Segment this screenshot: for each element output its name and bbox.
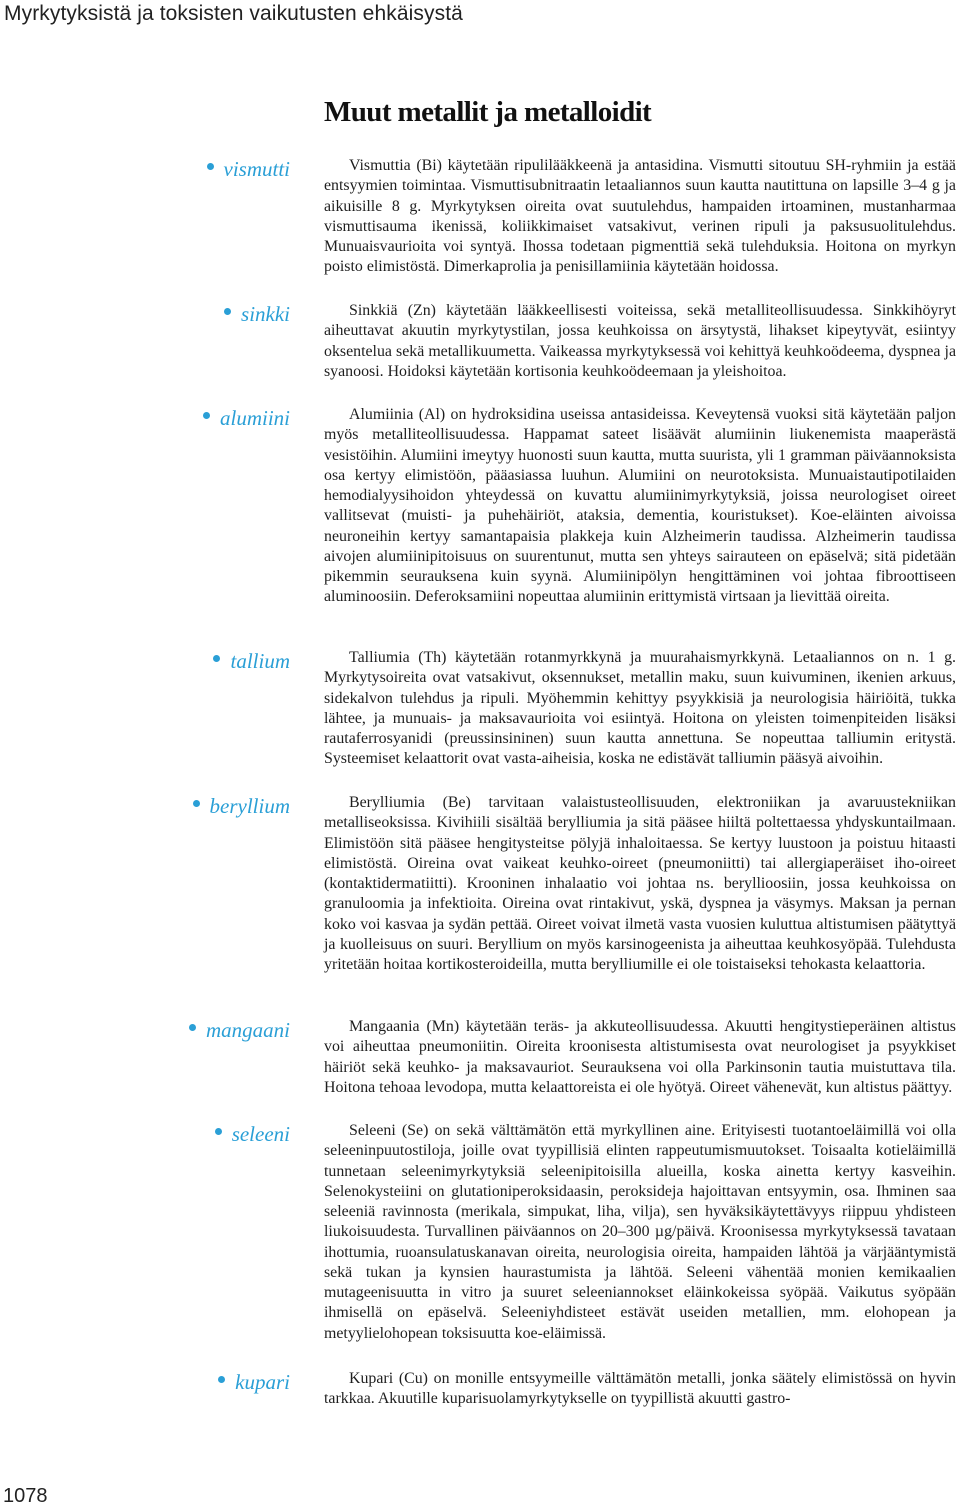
- margin-term-mangaani: mangaani: [189, 1020, 290, 1041]
- section-title: Muut metallit ja metalloidit: [324, 96, 652, 128]
- paragraph-mangaani: Mangaania (Mn) käytetään teräs- ja akkuteollisuudessa. Akuutti hengitystieperäinen altistus voi aiheuttaa pneumoniitin. Oireita kroonisesta altistumisesta ovat neurologiset ja psyykkiset häiriöt sekä keuhko- ja maksavauriot. Seurauksena voi olla Parkinsonin tautia muistuttava tila. Hoitona tehoaa levodopa, mutta kelaattoreista ei ole hyötyä. Oireet vähenevät, kun altistus päättyy.: [324, 1018, 956, 1096]
- margin-term-sinkki: sinkki: [224, 304, 290, 325]
- paragraph-seleeni: Seleeni (Se) on sekä välttämätön että myrkyllinen aine. Erityisesti tuotantoeläimillä voi olla seleeninpuutostiloja, joille ovat tyypillisiä elinten rappeutumismuutokset. Toisaalta kotieläimillä tunnetaan seleenimyrkytyksiä seleenipitoisilla alueilla, koska ainetta kertyy kasveihin. Selenokysteiini on glutationiperoksidaasin, peroksideja hajoittavan entsyymin, osa. Ihminen saa seleeniä ravinnosta (merikala, simpukat, liha, vilja), sen hyväksikäytettävyys riippuu yhdisteen liukoisuudesta. Turvallinen päiväannos on 20–300 µg/päivä. Kroonisessa myrkytyksessä tavataan ihottumia, ruoansulatuskanavan oireita, neurologisia oireita, hampaiden lähtöä ja värjääntymistä sekä tukan ja kynsien haurastumista ja lähtöä. Seleeni vähentää monien kemikaalien mutageenisuutta in vitro ja suuret seleeniannokset eläinkokeissa syöpää. Vaikutus syöpään ihmisellä on epäselvä. Seleeniyhdisteet estävät useiden metallien, mm. elohopean ja metyylielohopean toksisuutta koe-eläimissä.: [324, 1122, 956, 1342]
- bullet-icon: [213, 655, 220, 662]
- running-header: Myrkytyksistä ja toksisten vaikutusten ehkäisystä: [4, 2, 463, 25]
- margin-term-kupari: kupari: [218, 1372, 290, 1393]
- bullet-icon: [193, 800, 200, 807]
- paragraph-vismutti: Vismuttia (Bi) käytetään ripulilääkkeenä ja antasidina. Vismutti sitoutuu SH-ryhmiin ja estää entsyymien toimintaa. Vismuttisubnitraatin letaaliannos suun kautta nautittuna on lapsille 3–4 g ja aikuisille 8 g. Myrkytyksen oireita ovat suutulehdus, hampaiden irtoaminen, mustanharmaa vismuttisauma ikenissä, koliikkimaiset vatsakivut, verinen ripuli ja paksusuolitulehdus. Munuaisvaurioita voi syntyä. Ihossa todetaan pigmenttiä sekä tulehduksia. Hoitona on myrkyn poisto elimistöstä. Dimerkaprolia ja penisillamiinia käytetään hoidossa.: [324, 157, 956, 276]
- bullet-icon: [207, 163, 214, 170]
- margin-term-vismutti: vismutti: [207, 159, 291, 180]
- paragraph-tallium: Talliumia (Th) käytetään rotanmyrkkynä ja muurahaismyrkkynä. Letaaliannos on n. 1 g. Myrkytysoireita ovat vatsakivut, oksennukset, metallin maku, suun kuivuminen, ikenien arkuus, sidekalvon tulehdus ja ripuli. Myöhemmin kehittyy psyykkisiä ja neurologisia häiriöitä, tukka lähtee, ja munuais- ja maksavaurioita voi esiintyä. Hoitona on yleisten toimenpiteiden lisäksi rautaferrosyanidi (preussinsininen) suun kautta annettuna. Se nopeuttaa talliumin eritystä. Systeemiset kelaattorit ovat vasta-aiheisia, koska ne edistävät talliumin pääsyä aivoihin.: [324, 649, 956, 768]
- margin-term-seleeni: seleeni: [215, 1124, 290, 1145]
- margin-term-alumiini: alumiini: [203, 408, 290, 429]
- margin-term-beryllium: beryllium: [193, 796, 290, 817]
- bullet-icon: [203, 412, 210, 419]
- margin-term-tallium: tallium: [213, 651, 290, 672]
- bullet-icon: [189, 1024, 196, 1031]
- bullet-icon: [224, 308, 231, 315]
- bullet-icon: [218, 1376, 225, 1383]
- paragraph-kupari: Kupari (Cu) on monille entsyymeille välttämätön metalli, jonka säätely elimistössä on hyvin tarkkaa. Akuutille kuparisuolamyrkytykselle on tyypillistä akuutti gastro-: [324, 1370, 956, 1408]
- paragraph-alumiini: Alumiinia (Al) on hydroksidina useissa antasideissa. Keveytensä vuoksi sitä käytetään paljon myös metalliteollisuudessa. Happamat sateet lisäävät alumiinin liukenemista maaperästä vesistöihin. Alumiini imeytyy huonosti suun kautta, mutta suurista, yli 1 gramman päiväannoksista osa kertyy elimistöön, pääasiassa luuhun. Alumiini on neurotoksista. Munuaistautipotilaiden hemodialyysihoidon yhteydessä on kuvattu alumiinimyrkytyksiä, joissa neurologiset oireet vallitsevat (muisti- ja puhehäiriöt, ataksia, dementia, kouristukset). Koe-eläinten aivoissa neuroneihin kertyy samantapaisia plakkeja kuin Alzheimerin taudissa. Alzheimerin taudissa aivojen alumiinipitoisuus on suurentunut, mutta sen yhteys sairauteen on epäselvä; sitä pidetään pikemmin seurauksena kuin syynä. Alumiinipölyn hengittäminen voi johtaa fibroottiseen aluminoosiin. Deferoksamiini nopeuttaa alumiinin erittymistä virtsaan ja lievittää oireita.: [324, 406, 956, 606]
- page-number: 1078: [3, 1485, 48, 1507]
- paragraph-beryllium: Berylliumia (Be) tarvitaan valaistusteollisuuden, elektroniikan ja avaruustekniikan metalliseoksissa. Kivihiili sisältää berylliumia ja sitä pääsee hiiltä poltettaessa yhdyskuntailmaan. Elimistöön sitä pääsee hengitysteitse pölyjä inhaloitaessa. Se kertyy luustoon ja poistuu hitaasti elimistöstä. Oireina ovat vaikeat keuhko-oireet (pneumoniitti) tai allergiaperäiset iho-oireet (kontaktidermatiitti). Krooninen inhalaatio voi johtaa ns. beryllioosiin, jossa keuhkoissa on granuloomia ja infektioita. Oireina ovat rintakivut, yskä, dyspnea ja väsymys. Maksan ja pernan koko voi kasvaa ja sydän pettää. Oireet voivat ilmetä vasta vuosien kuluttua altistumisen päätyttyä ja kuolleisuus on suuri. Beryllium on myös karsinogeenista ja aiheuttaa keuhkosyöpää. Tulehdusta yritetään hoitaa kortikosteroideilla, mutta berylliumille ei ole toistaiseksi tehokasta kelaattoria.: [324, 794, 956, 973]
- paragraph-sinkki: Sinkkiä (Zn) käytetään lääkkeellisesti voiteissa, sekä metalliteollisuudessa. Sinkkihöyryt aiheuttavat akuutin myrkytystilan, jossa keuhkoissa on ärsytystä, lihakset kipeytyvät, esiintyy oksentelua sekä metallikuumetta. Vaikeassa myrkytyksessä voi kehittyä keuhkoödeema, dyspnea ja syanoosi. Hoidoksi käytetään kortisonia keuhkoödeemaan ja yleishoitoa.: [324, 302, 956, 380]
- bullet-icon: [215, 1128, 222, 1135]
